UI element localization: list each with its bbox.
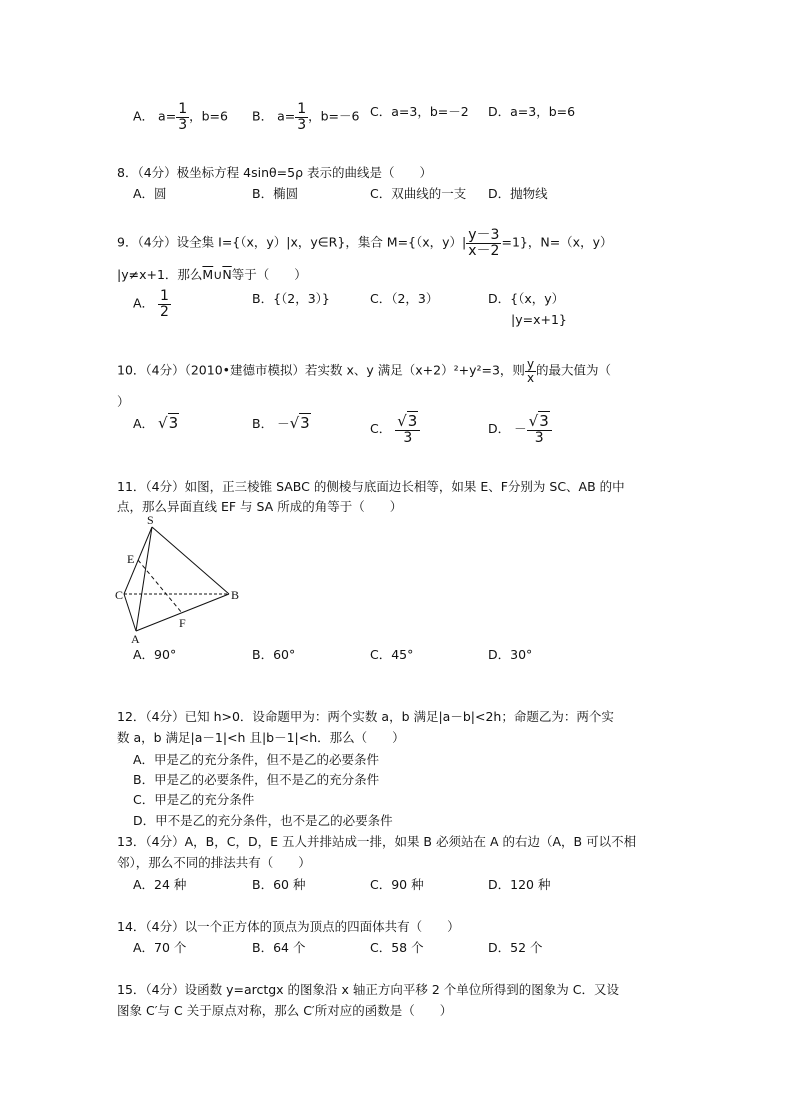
- q14-stem: 14．（4分）以一个正方体的顶点为顶点的四面体共有（ ）: [117, 919, 460, 934]
- fraction: [395, 414, 420, 445]
- q11-stem-line2: 点，那么异面直线 EF 与 SA 所成的角等于（ ）: [117, 499, 403, 514]
- q8-stem: 8．（4分）极坐标方程 4sinθ=5ρ 表示的曲线是（ ）: [117, 165, 432, 180]
- radicand: 3: [168, 414, 179, 432]
- q13-stem-line2: 邻），那么不同的排法共有（ ）: [117, 855, 311, 870]
- segment-ef: [138, 560, 182, 613]
- option-prefix: C．: [370, 421, 392, 437]
- sqrt: √3: [158, 414, 179, 432]
- q13-option-c: C．90 种: [370, 877, 424, 892]
- denominator: 3: [403, 429, 413, 446]
- complement-n: $\overline{N}$: [222, 267, 232, 282]
- numerator: √3: [527, 414, 552, 431]
- fraction: [158, 289, 171, 319]
- q12-stem-line1: 12．（4分）已知 h>0．设命题甲为：两个实数 a，b 满足|a－b|<2h；命题乙为：两个实: [117, 709, 614, 724]
- label-b: B: [231, 588, 240, 602]
- q13-stem-line1: 13．（4分）A，B，C，D，E 五人并排站成一排，如果 B 必须站在 A 的右边（A，B 可以不相: [117, 834, 637, 849]
- q9-option-d-line2: |y=x+1}: [511, 312, 567, 327]
- minus-sign: －: [277, 416, 290, 431]
- q8-option-d: D．抛物线: [488, 186, 548, 201]
- stem-text: 的最大值为（: [536, 362, 612, 378]
- q10-option-a: [133, 414, 179, 432]
- denominator: 2: [160, 303, 169, 320]
- option-prefix: A．: [133, 295, 155, 311]
- q10-option-b: [252, 414, 311, 432]
- option-prefix: A．: [133, 416, 155, 431]
- fraction: [466, 228, 501, 258]
- option-text: a=: [277, 108, 296, 124]
- numerator: y: [526, 357, 535, 371]
- option-prefix: D．: [488, 421, 511, 437]
- q9-option-b: B．{（2，3）}: [252, 291, 330, 306]
- stem-text: |y≠x+1．那么: [117, 267, 203, 282]
- label-f: F: [179, 616, 186, 630]
- radicand: 3: [407, 412, 418, 430]
- q15-stem-line1: 15．（4分）设函数 y=arctgx 的图象沿 x 轴正方向平移 2 个单位所得到的图象为 C．又设: [117, 982, 620, 997]
- q9-stem-line1: [117, 228, 612, 258]
- numerator: √3: [395, 414, 420, 431]
- option-prefix: A．: [133, 108, 155, 124]
- stem-text: 9．（4分）设全集 I={（x，y）|x，y∈R}，集合 M={（x，y）|: [117, 234, 467, 250]
- q7-option-b: [252, 102, 360, 132]
- numerator: 1: [297, 101, 307, 117]
- denominator: 3: [297, 116, 307, 133]
- numerator: 1: [160, 288, 169, 304]
- q12-option-c: C．甲是乙的充分条件: [133, 792, 255, 807]
- fraction: [527, 414, 552, 445]
- numerator: y－3: [468, 227, 500, 243]
- q10-stem-line2: ）: [117, 394, 130, 409]
- q9-option-a: [133, 289, 171, 319]
- label-e: E: [127, 552, 135, 566]
- q12-stem-line2: 数 a，b 满足|a－1|<h 且|b－1|<h．那么（ ）: [117, 730, 405, 745]
- q10-option-d: [488, 414, 552, 445]
- q13-option-d: D．120 种: [488, 877, 551, 892]
- fraction: [525, 358, 536, 384]
- q11-stem-line1: 11．（4分）如图，正三棱锥 SABC 的侧棱与底面边长相等，如果 E、F分别为 SC、AB 的中: [117, 479, 625, 494]
- q14-option-c: C．58 个: [370, 940, 424, 955]
- q12-option-d: D．甲不是乙的充分条件，也不是乙的必要条件: [133, 813, 393, 828]
- q14-option-b: B．64 个: [252, 940, 306, 955]
- q8-option-b: B．椭圆: [252, 186, 299, 201]
- q13-option-a: A．24 种: [133, 877, 187, 892]
- q12-option-a: A．甲是乙的充分条件，但不是乙的必要条件: [133, 752, 380, 767]
- denominator: 3: [178, 116, 188, 133]
- stem-text: =1}，N=（x，y）: [501, 234, 613, 250]
- q14-option-a: A．70 个: [133, 940, 187, 955]
- option-text: ，b=6: [189, 108, 228, 124]
- fraction: [295, 102, 308, 132]
- q12-option-b: B．甲是乙的必要条件，但不是乙的充分条件: [133, 772, 380, 787]
- edge-sa: [136, 527, 152, 631]
- q9-option-c: C．（2，3）: [370, 291, 439, 306]
- q11-option-b: B．60°: [252, 647, 296, 662]
- option-prefix: B．: [252, 416, 274, 431]
- label-a: A: [131, 632, 140, 645]
- denominator: 3: [534, 429, 544, 446]
- q11-option-a: A．90°: [133, 647, 177, 662]
- q7-option-d: D．a=3，b=6: [488, 104, 576, 119]
- q7-option-a: [133, 102, 228, 132]
- minus-sign: －: [514, 421, 527, 437]
- option-text: a=: [158, 108, 177, 124]
- label-c: C: [115, 588, 124, 602]
- q14-option-d: D．52 个: [488, 940, 543, 955]
- radicand: 3: [539, 412, 549, 430]
- radicand: 3: [300, 414, 310, 432]
- label-s: S: [147, 515, 154, 527]
- q9-option-d-line1: D．{（x，y）: [488, 291, 565, 306]
- q7-option-c: C．a=3，b=－2: [370, 104, 469, 119]
- q13-option-b: B．60 种: [252, 877, 306, 892]
- q10-stem-line1: [117, 358, 611, 384]
- union-symbol: ∪: [213, 267, 223, 282]
- q15-stem-line2: 图象 C′与 C 关于原点对称，那么 C′所对应的函数是（ ）: [117, 1003, 453, 1018]
- q8-option-c: C．双曲线的一支: [370, 186, 467, 201]
- numerator: 1: [178, 101, 188, 117]
- edge-ca: [124, 594, 136, 631]
- denominator: x－2: [468, 242, 500, 259]
- q11-option-c: C．45°: [370, 647, 414, 662]
- fraction: [176, 102, 189, 132]
- edge-sb: [152, 527, 229, 594]
- tetrahedron-figure: [115, 515, 255, 645]
- stem-text: 等于（ ）: [231, 267, 307, 282]
- q8-option-a: A．圆: [133, 186, 167, 201]
- sqrt: √3: [289, 414, 310, 432]
- option-prefix: B．: [252, 108, 274, 124]
- stem-text: 10．（4分）（2010•建德市模拟）若实数 x、y 满足（x+2）²+y²=3，则: [117, 362, 525, 378]
- q10-option-c: [370, 414, 420, 445]
- option-text: ，b=－6: [308, 108, 360, 124]
- denominator: x: [526, 370, 535, 385]
- q9-stem-line2: [117, 265, 307, 283]
- complement-m: $\overline{M}$: [202, 267, 214, 282]
- q11-option-d: D．30°: [488, 647, 533, 662]
